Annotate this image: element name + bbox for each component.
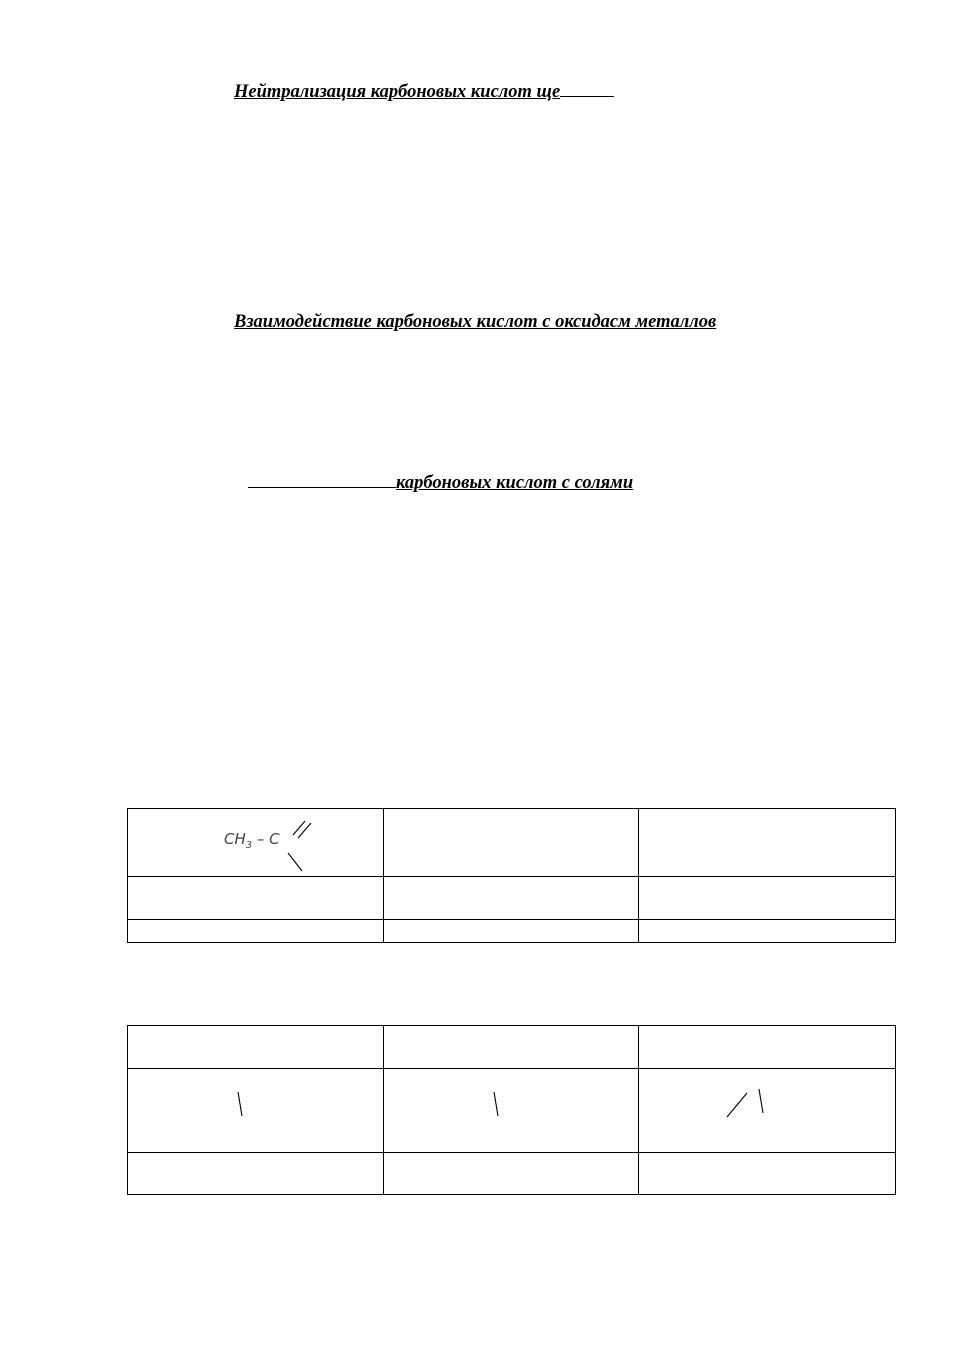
table-cell xyxy=(128,877,384,920)
table-cell xyxy=(639,1153,896,1195)
double-bond-icon xyxy=(291,819,315,839)
table-cell xyxy=(384,877,639,920)
table-cell xyxy=(639,1026,896,1069)
branch-bond-icon xyxy=(725,1087,767,1121)
table-cell xyxy=(128,1069,384,1153)
heading-salts-text: карбоновых кислот с солями xyxy=(396,473,634,493)
heading-oxides-text: Взаимодействие карбоновых кислот с оксидасм металлов xyxy=(234,312,717,332)
table-cell xyxy=(128,1153,384,1195)
heading-neutralization xyxy=(234,83,614,102)
heading-neutralization-text: Нейтрализация карбоновых кислот ще xyxy=(234,82,561,102)
table-cell xyxy=(384,1069,639,1153)
table-row xyxy=(128,1069,896,1153)
blank-line xyxy=(248,487,396,488)
table-row xyxy=(128,877,896,920)
single-bond-icon xyxy=(492,1089,502,1119)
table-1 xyxy=(127,808,896,943)
chemical-formula: $CH_3$ – C xyxy=(224,830,280,851)
table-row xyxy=(128,809,896,877)
table-cell xyxy=(639,809,896,877)
table-cell xyxy=(128,809,384,877)
table-cell xyxy=(384,1026,639,1069)
table-cell xyxy=(639,920,896,943)
table-cell xyxy=(384,1153,639,1195)
table-cell xyxy=(128,920,384,943)
table-cell xyxy=(384,920,639,943)
single-bond-icon xyxy=(236,1089,246,1119)
table-2 xyxy=(127,1025,896,1195)
blank-line xyxy=(560,96,614,97)
table-row xyxy=(128,920,896,943)
table-cell xyxy=(639,1069,896,1153)
table-row xyxy=(128,1026,896,1069)
heading-salts xyxy=(248,474,633,493)
table-cell xyxy=(639,877,896,920)
table-cell xyxy=(384,809,639,877)
single-bond-icon xyxy=(286,851,304,873)
heading-oxides xyxy=(234,313,716,332)
table-cell xyxy=(128,1026,384,1069)
table-row xyxy=(128,1153,896,1195)
